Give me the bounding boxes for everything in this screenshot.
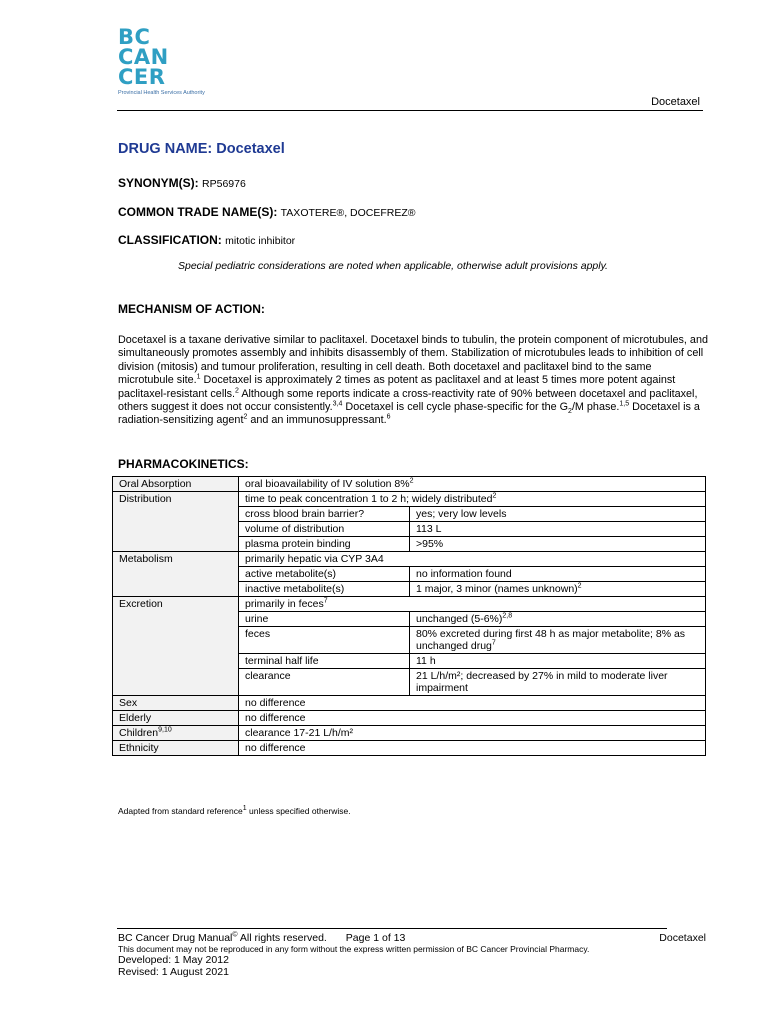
row-value: no difference — [239, 741, 706, 756]
page-title: DRUG NAME: Docetaxel — [118, 141, 285, 157]
sub-value: yes; very low levels — [410, 507, 706, 522]
trade-names-value: TAXOTERE®, DOCEFREZ® — [280, 207, 416, 219]
ref: 6 — [386, 413, 391, 421]
row-label: Elderly — [113, 711, 239, 726]
trade-names-field — [118, 205, 416, 219]
row-value: clearance 17-21 L/h/m² — [239, 726, 706, 741]
footer-divider — [117, 928, 667, 929]
pk-title: PHARMACOKINETICS: — [118, 457, 249, 471]
footer-page-number: Page 1 of 13 — [345, 932, 406, 944]
table-row — [113, 492, 706, 507]
subscript: 2 — [568, 408, 572, 416]
header-drug-name: Docetaxel — [651, 96, 700, 108]
table-row — [113, 477, 706, 492]
table-row — [113, 696, 706, 711]
table-row — [113, 726, 706, 741]
logo-tagline: Provincial Health Services Authority — [118, 90, 205, 96]
sub-label: volume of distribution — [239, 522, 410, 537]
table-row — [113, 597, 706, 612]
pharmacokinetics-table — [112, 476, 706, 756]
ref: 1,5 — [619, 400, 630, 408]
moa-text-6: Docetaxel is a radiation-sensitizing agent — [118, 401, 700, 427]
row-label: Children$^{9,10}$ — [113, 726, 239, 741]
sub-label: inactive metabolite(s) — [239, 582, 410, 597]
row-label: Ethnicity — [113, 741, 239, 756]
table-row — [113, 552, 706, 567]
moa-text-5: /M phase. — [571, 401, 620, 414]
sub-value: >95% — [410, 537, 706, 552]
logo-text-cer: CER — [118, 65, 166, 89]
row-label: Oral Absorption — [113, 477, 239, 492]
sub-label: feces — [239, 627, 410, 654]
header-divider — [117, 110, 703, 111]
moa-paragraph — [118, 334, 708, 428]
table-row — [113, 711, 706, 726]
row-label: Metabolism — [113, 552, 239, 597]
ref: 2 — [243, 413, 248, 421]
synonyms-label: SYNONYM(S): — [118, 176, 199, 190]
moa-text-7: and an immunosuppressant. — [247, 414, 387, 427]
sub-label: terminal half life — [239, 654, 410, 669]
trade-names-label: COMMON TRADE NAME(S): — [118, 205, 278, 219]
bc-cancer-logo — [118, 27, 238, 96]
moa-text-4: Docetaxel is cell cycle phase-specific for the G — [342, 401, 569, 414]
row-value: no difference — [239, 696, 706, 711]
row-value: primarily in feces$^7$ — [239, 597, 706, 612]
logo-text-bc: BC — [118, 25, 151, 49]
sub-value: unchanged $(5-6\%)^{2,8}$ — [410, 612, 706, 627]
sub-label: active metabolite(s) — [239, 567, 410, 582]
row-value: primarily hepatic via CYP 3A4 — [239, 552, 706, 567]
row-label: Sex — [113, 696, 239, 711]
classification-value: mitotic inhibitor — [225, 235, 296, 247]
footer-developed: Developed: 1 May 2012 — [118, 954, 229, 966]
ref: 3,4 — [332, 400, 343, 408]
sub-label: urine — [239, 612, 410, 627]
sub-value: 80% excreted during first 48 h as major metabolite; 8% as unchanged drug$^7$ — [410, 627, 706, 654]
synonyms-field — [118, 176, 246, 190]
classification-label: CLASSIFICATION: — [118, 233, 222, 247]
moa-title: MECHANISM OF ACTION: — [118, 302, 265, 316]
footer-rights: All rights reserved. — [237, 932, 327, 944]
row-label: Excretion — [113, 597, 239, 696]
sub-label: clearance — [239, 669, 410, 696]
footer-drug-name: Docetaxel — [659, 932, 706, 944]
footer-manual: BC Cancer Drug Manual — [118, 932, 233, 944]
moa-text-3: Although some reports indicate a cross-reactivity rate of 90% between docetaxel and paclitaxel, others suggest it does not occur consistently. — [118, 387, 698, 414]
copyright-symbol: © — [232, 931, 238, 939]
sub-value: 113 L — [410, 522, 706, 537]
page-footer — [118, 932, 706, 978]
classification-field — [118, 233, 295, 247]
logo-text-can: CAN — [118, 45, 169, 69]
sub-label: plasma protein binding — [239, 537, 410, 552]
ref: 1 — [196, 373, 201, 381]
footer-revised: Revised: 1 August 2021 — [118, 966, 229, 978]
moa-text-1: Docetaxel is a taxane derivative similar to paclitaxel. Docetaxel binds to tubulin, the protein component of microtubules, and simultaneously promotes assembly and inhibits disassembly of them. Stabilization of microtubules leads to inhibition of cell division (mitosis) and tumour proliferation, resulting in cell death. Both docetaxel and paclitaxel bind to the same microtubule site. — [118, 334, 708, 387]
moa-text-2: Docetaxel is approximately 2 times as potent as paclitaxel and at least 5 times more potent against paclitaxel-resistant cells. — [118, 374, 676, 400]
sub-value: no information found — [410, 567, 706, 582]
footer-notice: This document may not be reproduced in any form without the express written permission of BC Cancer Provincial Pharmacy. — [118, 944, 590, 954]
row-value: oral bioavailability of IV solution 8%$^2$ — [239, 477, 706, 492]
synonyms-value: RP56976 — [202, 178, 246, 190]
sub-value: 11 h — [410, 654, 706, 669]
pediatric-note: Special pediatric considerations are noted when applicable, otherwise adult provisions apply. — [178, 260, 608, 272]
sub-label: cross blood brain barrier? — [239, 507, 410, 522]
row-value: time to peak concentration 1 to 2 h; widely distributed$^2$ — [239, 492, 706, 507]
row-value: no difference — [239, 711, 706, 726]
row-label: Distribution — [113, 492, 239, 552]
ref: 2 — [235, 387, 239, 395]
sub-value: 21 L/h/m²; decreased by 27% in mild to moderate liver impairment — [410, 669, 706, 696]
adapted-note: Adapted from standard reference$^1$ unless specified otherwise. — [118, 805, 351, 816]
table-row — [113, 741, 706, 756]
sub-value: 1 major, 3 minor (names unknown)$^2$ — [410, 582, 706, 597]
